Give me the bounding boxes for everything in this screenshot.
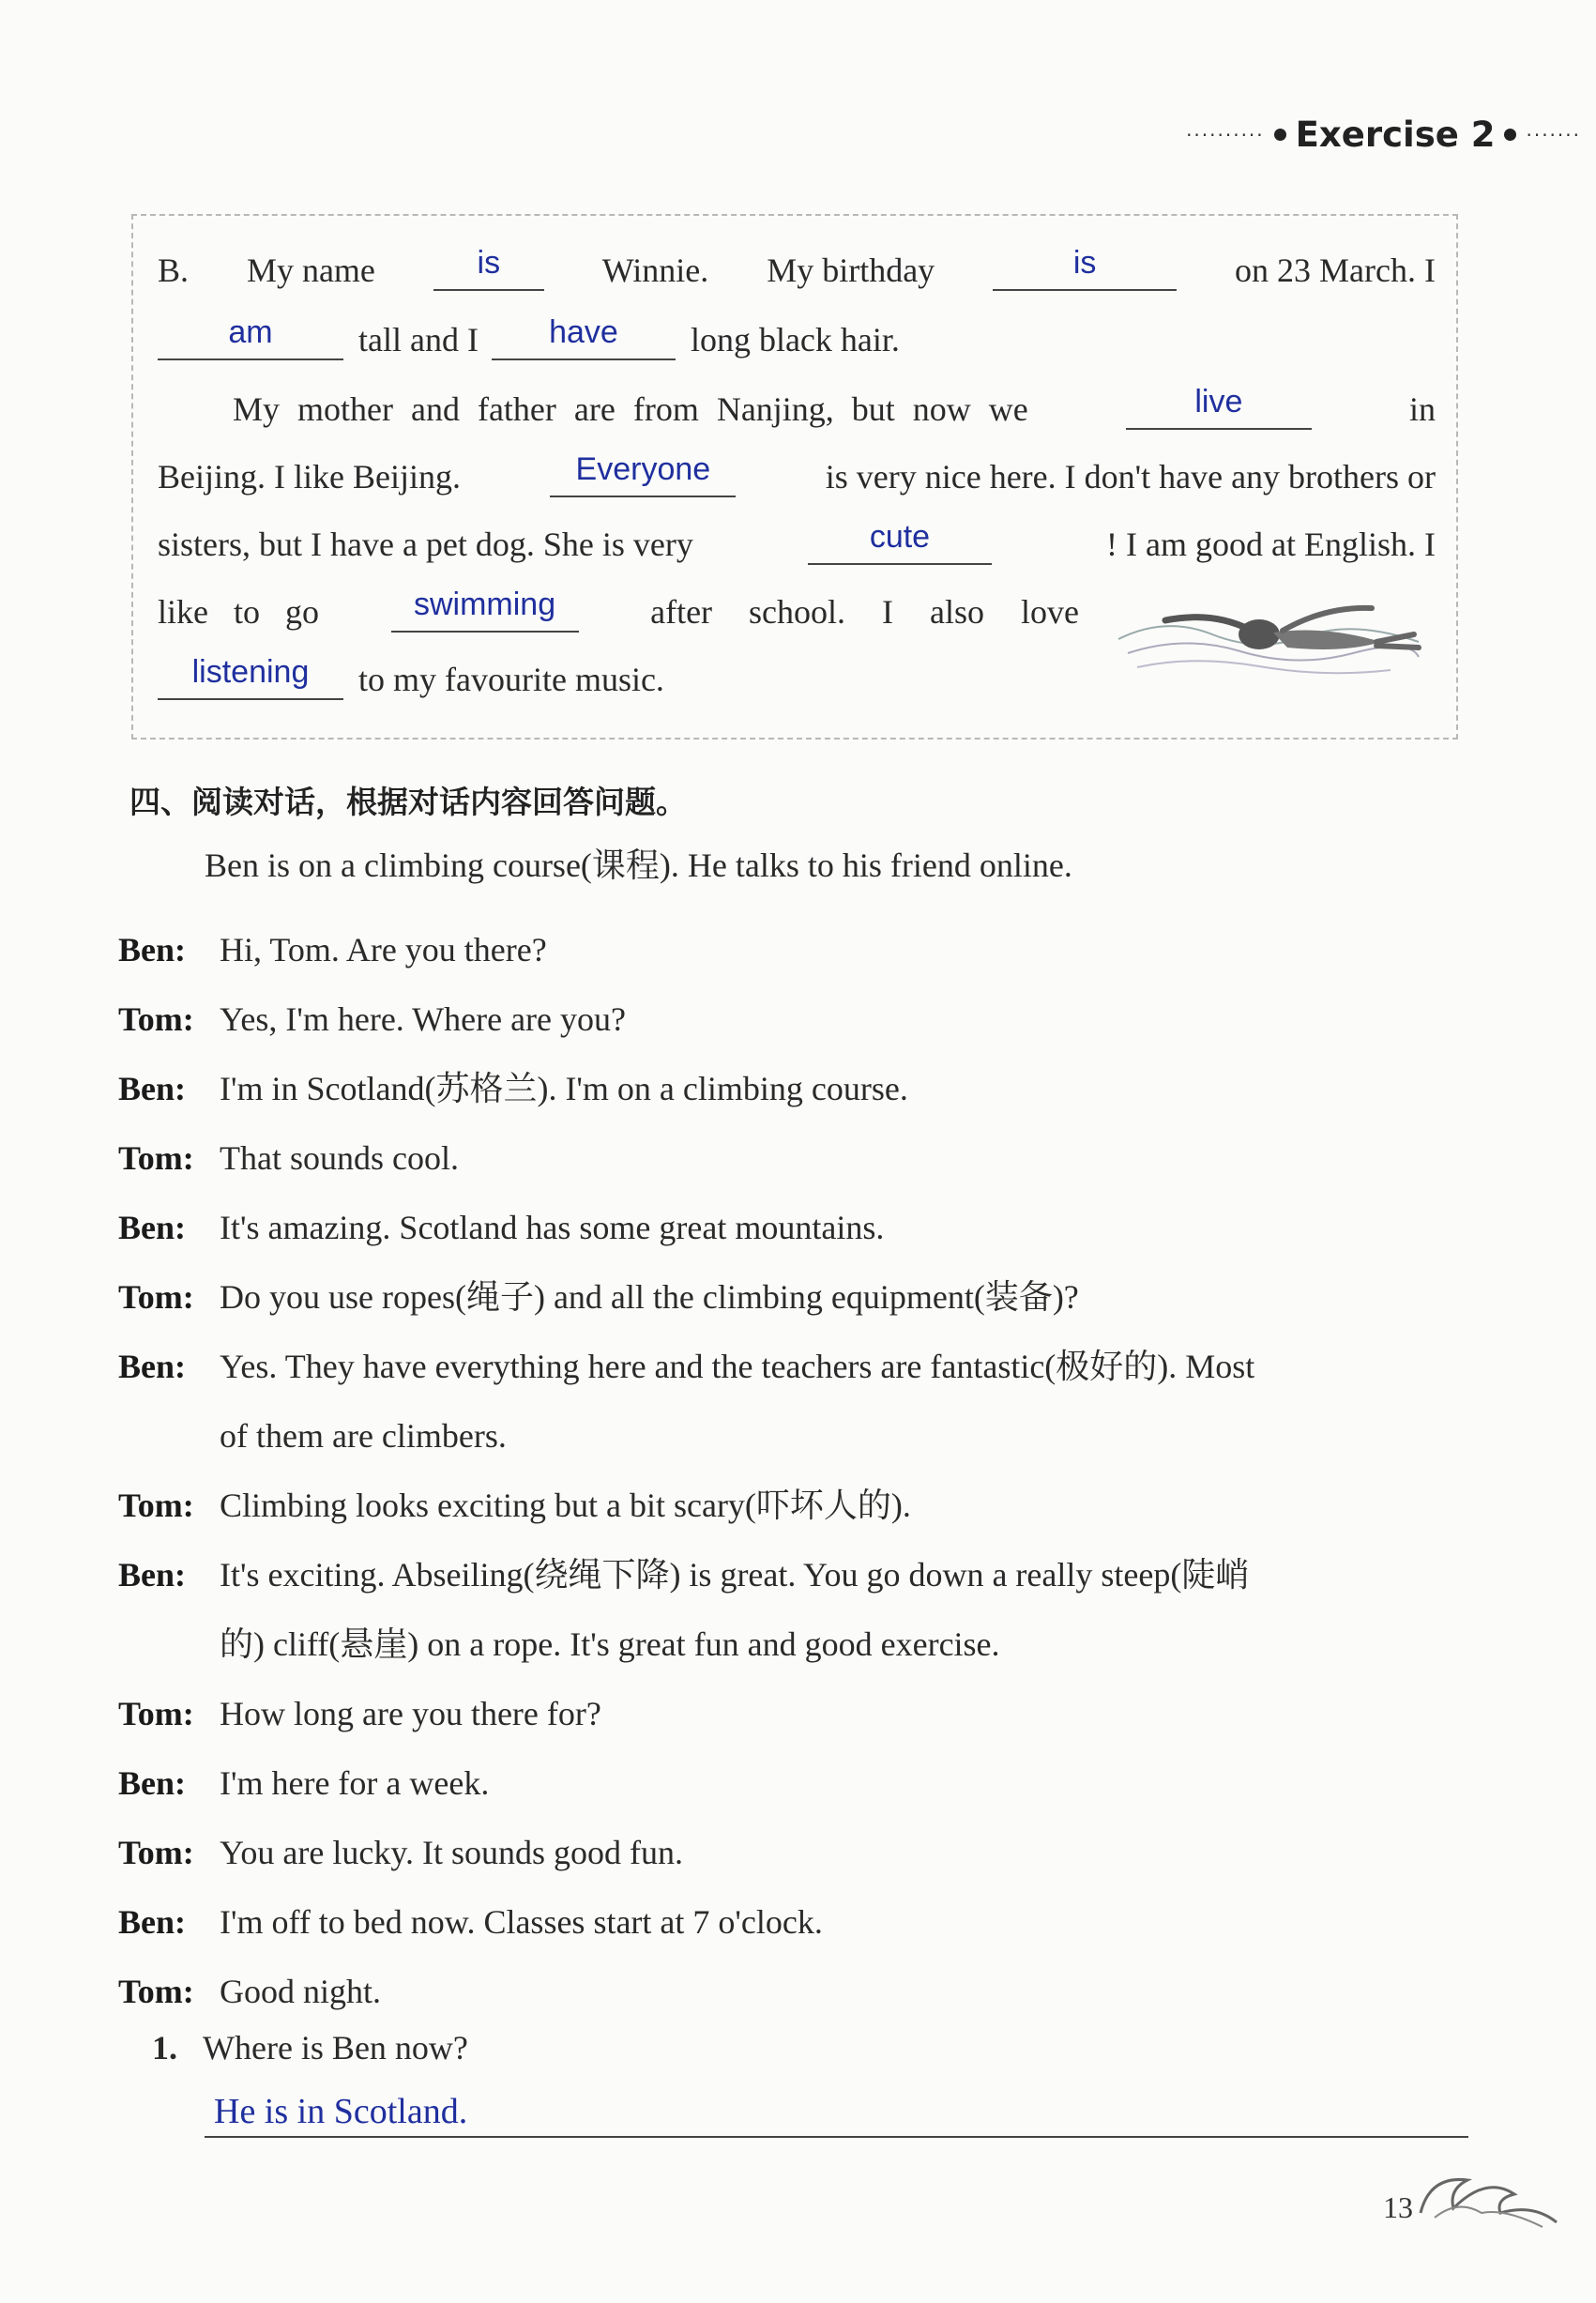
exercise-b-line-5 <box>158 519 1436 565</box>
exercise-b-line-3 <box>233 384 1436 430</box>
dialogue-continuation: 的) cliff(悬崖) on a rope. It's great fun and good exercise. <box>220 1625 1000 1663</box>
speaker-label: Tom: <box>118 1000 194 1038</box>
question-number: 1. <box>152 2029 177 2067</box>
answer-8: swimming <box>413 587 556 622</box>
bullet-icon <box>1274 129 1286 141</box>
dialogue-continuation: of them are climbers. <box>220 1417 507 1455</box>
dialogue-text: That sounds cool. <box>220 1139 459 1177</box>
text-segment: My mother and father are from Nanjing, but now we <box>233 390 1028 428</box>
dialogue-line <box>118 1346 1469 1387</box>
dialogue-text: Do you use ropes(绳子) and all the climbing equipment(装备)? <box>220 1278 1079 1316</box>
dialogue-text: Yes, I'm here. Where are you? <box>220 1000 627 1038</box>
dialogue-text: Yes. They have everything here and the teachers are fantastic(极好的). Most <box>220 1348 1255 1385</box>
speaker-label: Tom: <box>118 1695 194 1732</box>
dialogue-text: Climbing looks exciting but a bit scary(吓坏人的). <box>220 1487 911 1524</box>
page-number: 13 <box>1383 2190 1413 2224</box>
dialogue-text: You are lucky. It sounds good fun. <box>220 1834 683 1871</box>
speaker-label: Tom: <box>118 1973 194 2010</box>
dialogue-line <box>118 1971 1469 2012</box>
dialogue-text: I'm off to bed now. Classes start at 7 o'clock. <box>220 1903 823 1941</box>
speaker-label: Tom: <box>118 1487 194 1524</box>
section-4-intro: Ben is on a climbing course(课程). He talks to his friend online. <box>205 846 1072 884</box>
text-segment: on 23 March. I <box>1235 252 1436 289</box>
speaker-label: Tom: <box>118 1834 194 1871</box>
speaker-label: Tom: <box>118 1278 194 1316</box>
exercise-b-line-1 <box>158 245 1436 291</box>
answer-4: have <box>549 314 618 350</box>
text-segment: My name <box>246 252 375 289</box>
answer-2: is <box>1072 245 1097 281</box>
text-segment: My birthday <box>767 252 935 289</box>
dialogue-text: Good night. <box>220 1973 382 2010</box>
exercise-b-line-6 <box>158 587 1079 633</box>
speaker-label: Ben: <box>118 1348 186 1385</box>
dialogue-text: I'm here for a week. <box>220 1764 490 1802</box>
text-segment: Beijing. I like Beijing. <box>158 458 461 496</box>
speaker-label: Ben: <box>118 1070 186 1107</box>
bullet-icon <box>1504 129 1516 141</box>
blank-8[interactable] <box>391 587 579 633</box>
speaker-label: Ben: <box>118 1556 186 1594</box>
answer-5: live <box>1194 384 1243 419</box>
dialogue-text: I'm in Scotland(苏格兰). I'm on a climbing course. <box>220 1070 908 1107</box>
swimmer-illustration <box>1109 587 1428 691</box>
dialogue-line <box>118 1693 1469 1734</box>
dialogue-line <box>118 929 1469 970</box>
text-segment: long black hair. <box>690 321 900 358</box>
dialogue-line <box>118 1137 1469 1179</box>
text-segment: Winnie. <box>601 252 709 289</box>
dialogue-text: It's amazing. Scotland has some great mountains. <box>220 1209 885 1246</box>
dialogue-line <box>118 1762 1469 1804</box>
dialogue-text: Hi, Tom. Are you there? <box>220 931 547 968</box>
dialogue-line <box>118 1207 1469 1248</box>
text-segment: like to go <box>158 593 319 631</box>
dialogue-line <box>118 999 1469 1040</box>
speaker-label: Ben: <box>118 1209 186 1246</box>
dialogue-line <box>118 1901 1469 1943</box>
dialogue-line <box>118 1068 1469 1109</box>
wave-ornament-icon <box>1402 2157 1561 2232</box>
dialogue-text: It's exciting. Abseiling(绕绳下降) is great. You go down a really steep(陡峭 <box>220 1556 1250 1594</box>
blank-3[interactable] <box>158 314 343 360</box>
speaker-label: Tom: <box>118 1139 194 1177</box>
answer-3: am <box>228 314 273 350</box>
blank-5[interactable] <box>1126 384 1312 430</box>
blank-6[interactable] <box>550 451 736 497</box>
question-1-answer[interactable]: He is in Scotland. <box>214 2092 468 2131</box>
dialogue-line <box>118 1832 1469 1873</box>
text-segment: is very nice here. I don't have any brothers or <box>825 458 1436 496</box>
question-text: Where is Ben now? <box>203 2029 468 2067</box>
dialogue-line <box>118 1276 1469 1318</box>
text-segment: to my favourite music. <box>358 661 664 698</box>
dialogue-line <box>118 1554 1469 1595</box>
dotted-leader: ·········· <box>1186 123 1265 146</box>
answer-1: is <box>477 245 501 281</box>
blank-4[interactable] <box>492 314 676 360</box>
section-4-title: 四、阅读对话，根据对话内容回答问题。 <box>129 784 687 820</box>
answer-7: cute <box>869 519 931 555</box>
blank-9[interactable] <box>158 654 343 700</box>
page-header <box>1186 114 1581 155</box>
exercise-b-line-2 <box>158 314 1436 360</box>
answer-line <box>205 2136 1468 2138</box>
text-segment: sisters, but I have a pet dog. She is very <box>158 526 693 563</box>
exercise-b-label: B. <box>158 252 190 289</box>
dialogue-line <box>118 1485 1469 1526</box>
exercise-b-line-4 <box>158 451 1436 497</box>
answer-9: listening <box>191 654 310 690</box>
speaker-label: Ben: <box>118 1764 186 1802</box>
exercise-title: Exercise 2 <box>1295 114 1496 155</box>
text-segment: ! I am good at English. I <box>1106 526 1436 563</box>
answer-6: Everyone <box>575 451 711 487</box>
text-segment: tall and I <box>358 321 479 358</box>
question-1 <box>152 2027 468 2068</box>
speaker-label: Ben: <box>118 1903 186 1941</box>
speaker-label: Ben: <box>118 931 186 968</box>
blank-2[interactable] <box>993 245 1177 291</box>
text-segment: after school. I also love <box>650 593 1079 631</box>
blank-7[interactable] <box>808 519 992 565</box>
dotted-leader: ······· <box>1526 123 1581 146</box>
text-segment: in <box>1408 390 1436 428</box>
blank-1[interactable] <box>433 245 544 291</box>
dialogue-text: How long are you there for? <box>220 1695 601 1732</box>
